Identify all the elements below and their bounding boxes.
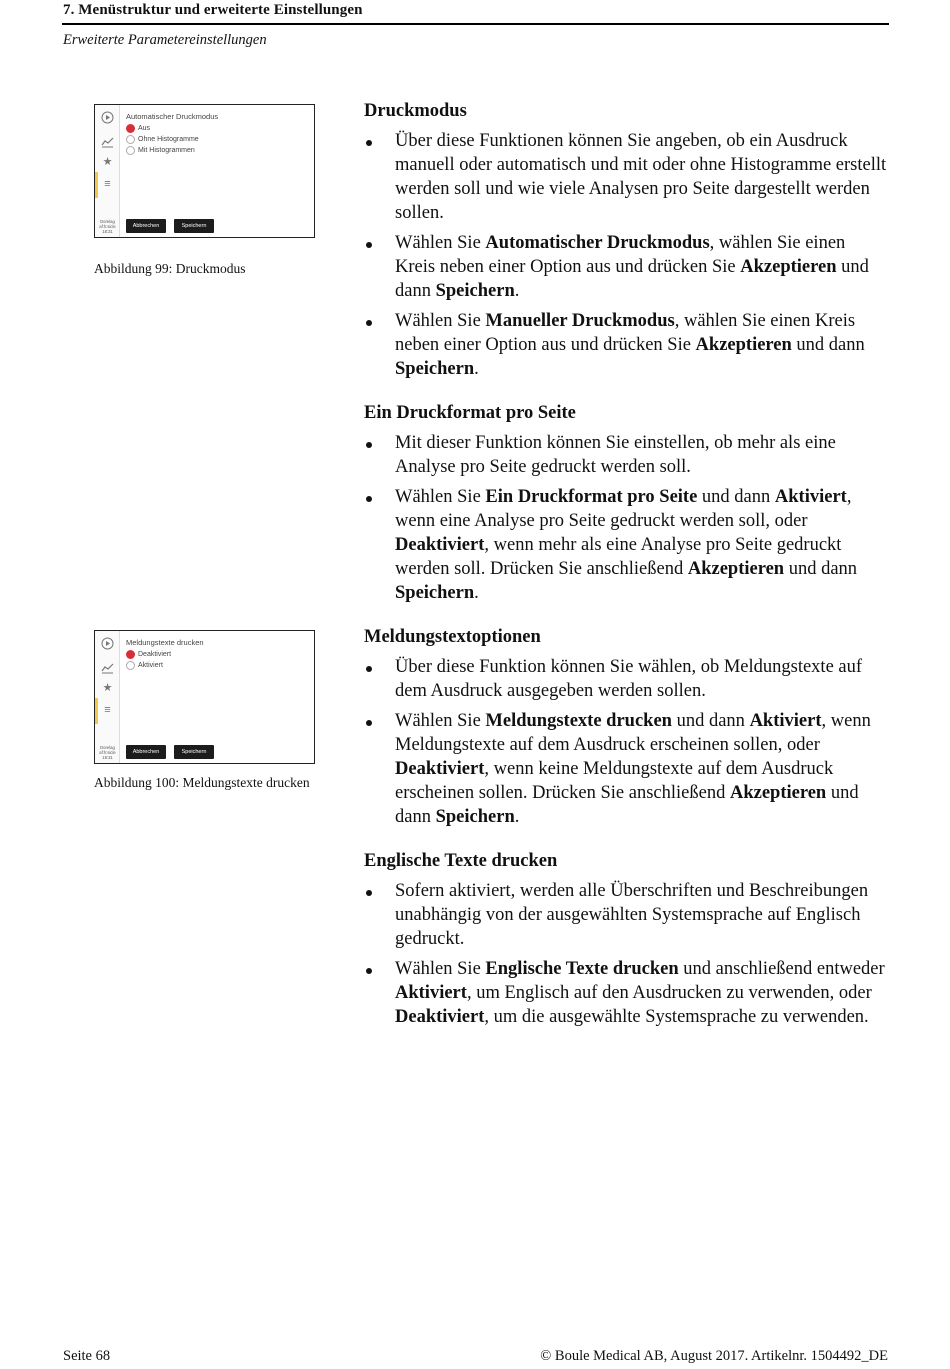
section-heading: Meldungstextoptionen <box>364 627 541 647</box>
save-button: Speichern <box>174 745 214 759</box>
screen-status-text: Dorelag af:h:sicle 18:31 <box>99 219 116 234</box>
play-icon <box>101 111 114 124</box>
bullet-item: Sofern aktiviert, werden alle Überschriften und Beschreibungen unabhängig von der ausgewählten Systemsprache auf Englisch gedruckt. <box>364 879 889 951</box>
section-heading: Englische Texte drucken <box>364 851 558 871</box>
section-englische-texte <box>364 849 889 1029</box>
bullet-dot-icon <box>366 442 372 448</box>
bullet-dot-icon <box>366 140 372 146</box>
option-aus: Aus <box>126 123 150 133</box>
screen-status-text: Dorelag af:h:sicle 18:31 <box>99 745 116 760</box>
section-meldungstext <box>364 625 889 829</box>
option-aktiviert: Aktiviert <box>126 660 163 670</box>
chart-icon <box>101 135 114 148</box>
menu-icon: ≡ <box>104 178 111 190</box>
chart-icon <box>101 661 114 674</box>
bullet-item: Wählen Sie Englische Texte drucken und anschließend entweder Aktiviert, um Englisch auf den Ausdrucken zu verwenden, oder Deaktiviert, um die ausgewählte Systemsprache zu verwenden. <box>364 957 889 1029</box>
page-number: Seite 68 <box>63 1348 111 1364</box>
radio-icon <box>126 135 135 144</box>
star-icon: ★ <box>102 682 113 694</box>
bullet-item: Über diese Funktionen können Sie angeben, ob ein Ausdruck manuell oder automatisch und mit oder ohne Histogramme erstellt werden soll und wie viele Analysen pro Seite dargestellt werden sollen. <box>364 129 889 225</box>
active-indicator <box>95 698 98 724</box>
active-indicator <box>95 172 98 198</box>
radio-selected-icon <box>126 650 135 659</box>
bullet-item: Wählen Sie Automatischer Druckmodus, wählen Sie einen Kreis neben einer Option aus und drücken Sie Akzeptieren und dann Speichern. <box>364 231 889 303</box>
bullet-dot-icon <box>366 496 372 502</box>
option-deaktiviert: Deaktiviert <box>126 649 171 659</box>
bullet-item: Wählen Sie Manueller Druckmodus, wählen Sie einen Kreis neben einer Option aus und drücken Sie Akzeptieren und dann Speichern. <box>364 309 889 381</box>
chapter-title: 7. Menüstruktur und erweiterte Einstellungen <box>63 2 363 18</box>
copyright: © Boule Medical AB, August 2017. Artikelnr. 1504492_DE <box>540 1348 888 1364</box>
figure-screenshot-message-texts <box>94 630 315 764</box>
bullet-dot-icon <box>366 890 372 896</box>
bullet-dot-icon <box>366 320 372 326</box>
screen-sidebar <box>95 105 120 237</box>
option-mit-histogrammen: Mit Histogrammen <box>126 145 195 155</box>
bullet-dot-icon <box>366 666 372 672</box>
bullet-item: Wählen Sie Ein Druckformat pro Seite und dann Aktiviert, wenn eine Analyse pro Seite gedruckt werden soll, oder Deaktiviert, wenn mehr als eine Analyse pro Seite gedruckt werden soll. Drücken Sie anschließend Akzeptieren und dann Speichern. <box>364 485 889 605</box>
screen-sidebar <box>95 631 120 763</box>
bullet-item: Wählen Sie Meldungstexte drucken und dann Aktiviert, wenn Meldungstexte auf dem Ausdruck erscheinen sollen, oder Deaktiviert, wenn keine Meldungstexte auf dem Ausdruck erscheinen sollen. Drücken Sie anschließend Akzeptieren und dann Speichern. <box>364 709 889 829</box>
figure-caption: Abbildung 100: Meldungstexte drucken <box>94 775 310 790</box>
bullet-dot-icon <box>366 968 372 974</box>
option-ohne-histogramme: Ohne Histogramme <box>126 134 199 144</box>
section-druckmodus <box>364 99 889 381</box>
section-heading: Druckmodus <box>364 101 467 121</box>
screen-title: Automatischer Druckmodus <box>126 112 219 121</box>
play-icon <box>101 637 114 650</box>
radio-icon <box>126 146 135 155</box>
header-divider <box>62 23 889 25</box>
cancel-button: Abbrechen <box>126 219 166 233</box>
radio-selected-icon <box>126 124 135 133</box>
bullet-dot-icon <box>366 242 372 248</box>
save-button: Speichern <box>174 219 214 233</box>
menu-icon: ≡ <box>104 704 111 716</box>
bullet-item: Mit dieser Funktion können Sie einstellen, ob mehr als eine Analyse pro Seite gedruckt werden soll. <box>364 431 889 479</box>
section-druckformat <box>364 401 889 605</box>
bullet-dot-icon <box>366 720 372 726</box>
star-icon: ★ <box>102 156 113 168</box>
figure-screenshot-print-mode <box>94 104 315 238</box>
section-heading: Ein Druckformat pro Seite <box>364 403 576 423</box>
figure-caption: Abbildung 99: Druckmodus <box>94 261 246 276</box>
radio-icon <box>126 661 135 670</box>
section-subtitle: Erweiterte Parametereinstellungen <box>63 32 267 48</box>
cancel-button: Abbrechen <box>126 745 166 759</box>
bullet-item: Über diese Funktion können Sie wählen, ob Meldungstexte auf dem Ausdruck ausgegeben werden sollen. <box>364 655 889 703</box>
screen-title: Meldungstexte drucken <box>126 638 204 647</box>
